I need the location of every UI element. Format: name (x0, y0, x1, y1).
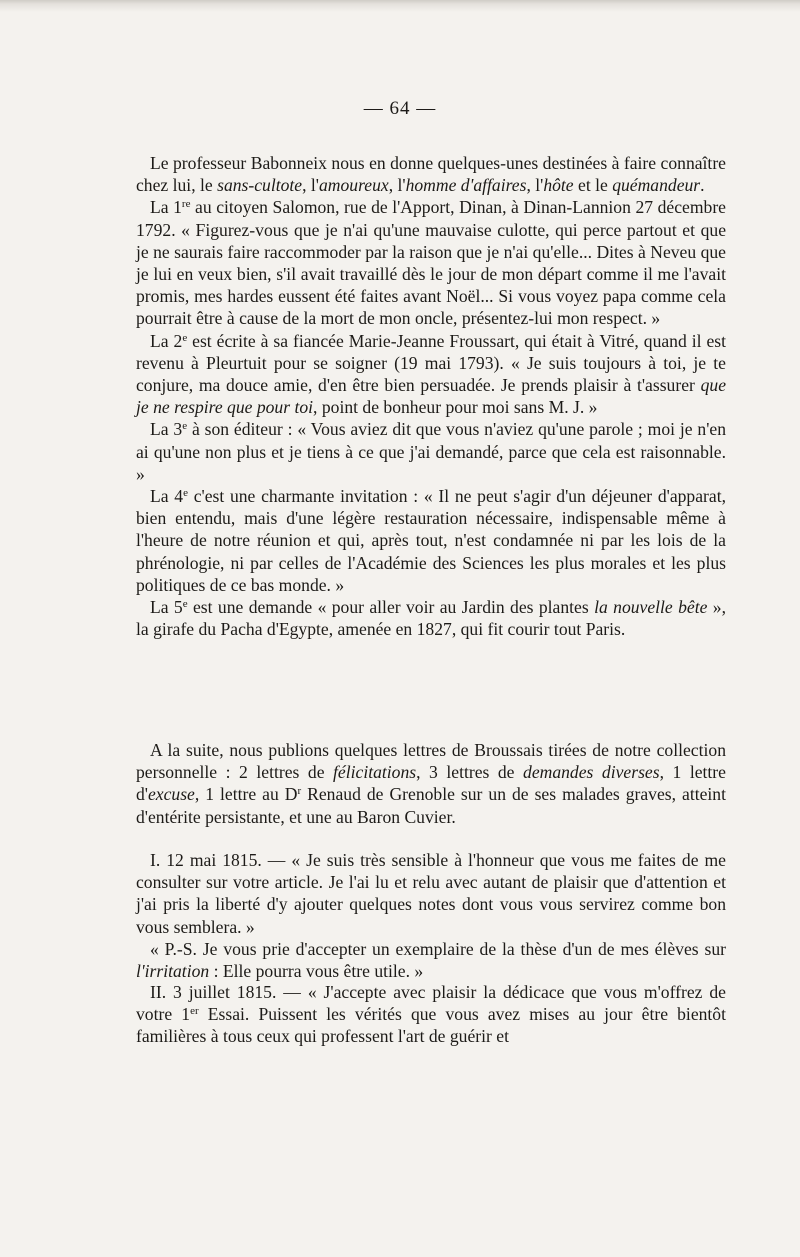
text-run: La 3 (150, 419, 183, 440)
text-run: La 1 (150, 197, 182, 218)
body-text-broussais (136, 739, 726, 828)
italic-phrase: homme d'affaires (405, 175, 527, 196)
body-text-letter-I (136, 849, 726, 982)
text-run: La 2 (150, 330, 183, 351)
paragraph-letter-2 (136, 330, 726, 419)
text-run: », la girafe du Pacha d'Egypte, amenée en 1827, qui fit courir tout Paris. (136, 597, 726, 640)
text-run: . (700, 175, 705, 196)
superscript: r (297, 785, 302, 798)
page-number: — 64 — (363, 98, 437, 119)
italic-phrase: excuse (147, 784, 195, 805)
italic-phrase: félicitations (333, 762, 417, 783)
text-run: « P.-S. Je vous prie d'accepter un exemplaire de la thèse d'un de mes élèves sur (150, 938, 726, 959)
paragraph-letter-5 (136, 596, 726, 640)
text-run: A la suite, nous publions quelques lettres de Broussais tirées de notre collection personnelle : 2 lettres de (136, 740, 726, 783)
body-text (136, 152, 726, 640)
text-run: , l' (388, 175, 406, 196)
text-run: est écrite à sa fiancée Marie-Jeanne Froussart, qui était à Vitré, quand il est revenu à Pleurtuit pour se soigner (19 mai 1793). « Je suis toujours à toi, je te conjure, ma douce amie, d'en être bien persuadée. Je prends plaisir à t'assurer (136, 330, 726, 396)
text-run: , l' (302, 175, 319, 196)
text-run: La 5 (150, 597, 183, 618)
text-run: à son éditeur : « Vous aviez dit que vous n'aviez qu'une parole ; moi je n'en ai qu'une non plus et je tiens à ce que j'ai demandé, parce que cela est raisonnable. » (136, 419, 726, 484)
italic-phrase: quémandeur (612, 175, 701, 196)
text-run: Renaud de Grenoble sur un de ses malades graves, atteint d'entérite persistante, et une au Baron Cuvier. (136, 784, 726, 827)
text-run: : Elle pourra vous être utile. » (209, 961, 424, 982)
text-run: , 1 lettre d' (136, 762, 726, 805)
superscript: er (190, 1005, 199, 1018)
italic-phrase: amoureux (318, 175, 389, 196)
italic-phrase: sans-cultote (217, 175, 303, 196)
superscript: e (182, 420, 188, 433)
text-run: est une demande « pour aller voir au Jardin des plantes (187, 597, 595, 618)
text-run: Essai. Puissent les vérités que vous avez mises au jour être bientôt familières à tous ceux qui professent l'art de guérir et (136, 1004, 726, 1047)
superscript: re (181, 198, 191, 211)
italic-phrase: demandes diverses (523, 762, 660, 783)
paragraph-letter-4 (136, 485, 726, 596)
superscript: e (183, 487, 188, 500)
text-run: au citoyen Salomon, rue de l'Apport, Dinan, à Dinan-Lannion 27 décembre 1792. « Figurez-vous que je n'ai qu'une mauvaise culotte, qui perce partout et que je ne saurais faire raccommoder par la raison que je n'ai qu'elle... Dites à Neveu que je lui en veux bien, s'il avait travaillé dès le jour de mon départ comme il me l'avait promis, mes hardes eussent été faites avant Noël... Si vous voyez papa comme cela pourrait être à cause de la mort de mon oncle, présentez-lui mon respect. » (136, 197, 726, 329)
body-text-letter-II (136, 981, 726, 1048)
text-run: , l' (526, 175, 544, 196)
text-run: I. 12 mai 1815. — « Je suis très sensible à l'honneur que vous me faites de me consulter sur votre article. Je l'ai lu et relu avec autant de plaisir que d'attention et j'ai pris la liberté d'y ajouter quelques notes dont vous vous servirez comme bon vous semblera. » (136, 850, 726, 937)
superscript: e (182, 598, 188, 611)
superscript: e (182, 331, 188, 344)
paragraph-letter-3 (136, 418, 726, 485)
text-run: II. 3 juillet 1815. — « J'accepte avec plaisir la dédicace que vous m'offrez de votre 1 (136, 982, 726, 1025)
paragraph-letter-1 (136, 196, 726, 329)
text-run: , 3 lettres de (416, 762, 524, 783)
text-run: Le professeur Babonneix nous en donne quelques-unes destinées à faire connaître chez lui, le (136, 153, 726, 196)
italic-phrase: l'irritation (136, 961, 210, 982)
text-run: La 4 (150, 486, 184, 507)
italic-phrase: que je ne respire que pour toi (136, 375, 726, 418)
text-run: , point de bonheur pour moi sans M. J. » (313, 397, 598, 418)
paragraph-broussais-intro (136, 739, 726, 828)
italic-phrase: la nouvelle bête (594, 597, 708, 618)
paragraph-intro (136, 152, 726, 196)
text-run: et le (573, 175, 613, 196)
paragraph-letter-I (136, 849, 726, 938)
italic-phrase: hôte (543, 175, 574, 196)
text-run: c'est une charmante invitation : « Il ne peut s'agir d'un déjeuner d'apparat, bien entendu, mais d'une légère restauration nécessaire, indispensable même à l'heure de notre réunion et qui, après tout, n'est condamnée ni par les lois de la phrénologie, ni par celles de l'Académie des Sciences les plus morales et les plus politiques de ce bas monde. » (136, 486, 726, 595)
paragraph-letter-I-ps (136, 938, 726, 982)
text-run: , 1 lettre au D (194, 784, 298, 805)
paragraph-letter-II (136, 981, 726, 1048)
